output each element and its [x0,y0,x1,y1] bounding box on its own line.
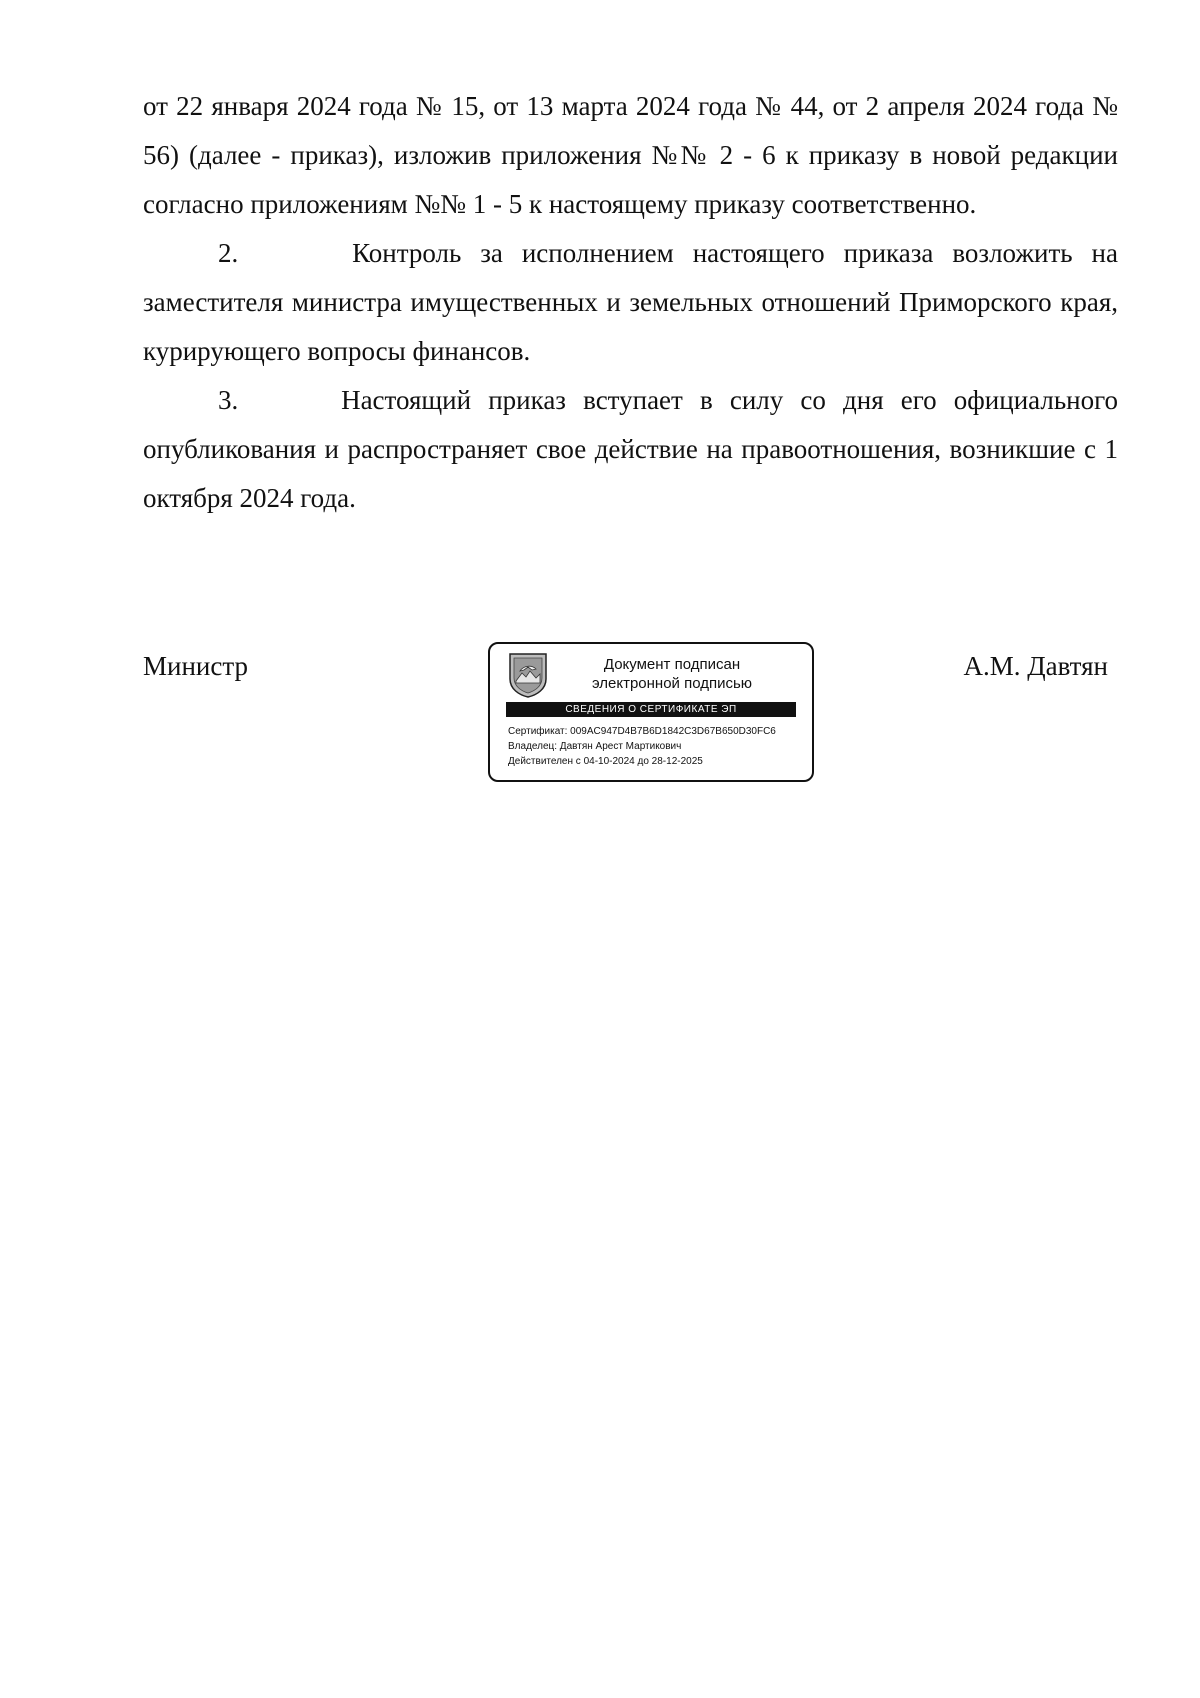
certificate-validity: Действителен с 04-10-2024 до 28-12-2025 [508,756,703,767]
signer-position: Министр [143,651,248,681]
paragraph-3: 3. Настоящий приказ вступает в силу со дня его официального опубликования и распространяет свое действие на правоотношения, возникшие с 1 октября 2024 года. [143,385,1118,513]
electronic-signature-stamp [488,642,814,782]
stamp-title-line-1: Документ подписан [603,656,741,673]
stamp-title [552,655,792,693]
coat-of-arms-icon [506,651,550,699]
document-body [143,82,1118,523]
paragraph-1: от 22 января 2024 года № 15, от 13 марта 2024 года № 44, от 2 апреля 2024 года № 56) (далее - приказ), изложив приложения №№ 2 - 6 к приказу в новой редакции согласно приложениям №№ 1 - 5 к настоящему приказу соответственно. [143,91,1118,219]
signature-block [143,642,1118,792]
certificate-number: Сертификат: 009AC947D4B7B6D1842C3D67B650D30FC6 [508,726,776,737]
certificate-owner: Владелец: Давтян Арест Мартикович [508,741,682,752]
signer-name: А.М. Давтян [963,651,1108,681]
certificate-details [508,724,808,769]
paragraph-2: 2. Контроль за исполнением настоящего приказа возложить на заместителя министра имущественных и земельных отношений Приморского края, курирующего вопросы финансов. [143,238,1118,366]
certificate-info-bar: СВЕДЕНИЯ О СЕРТИФИКАТЕ ЭП [506,702,796,717]
stamp-title-line-2: электронной подписью [591,675,753,692]
